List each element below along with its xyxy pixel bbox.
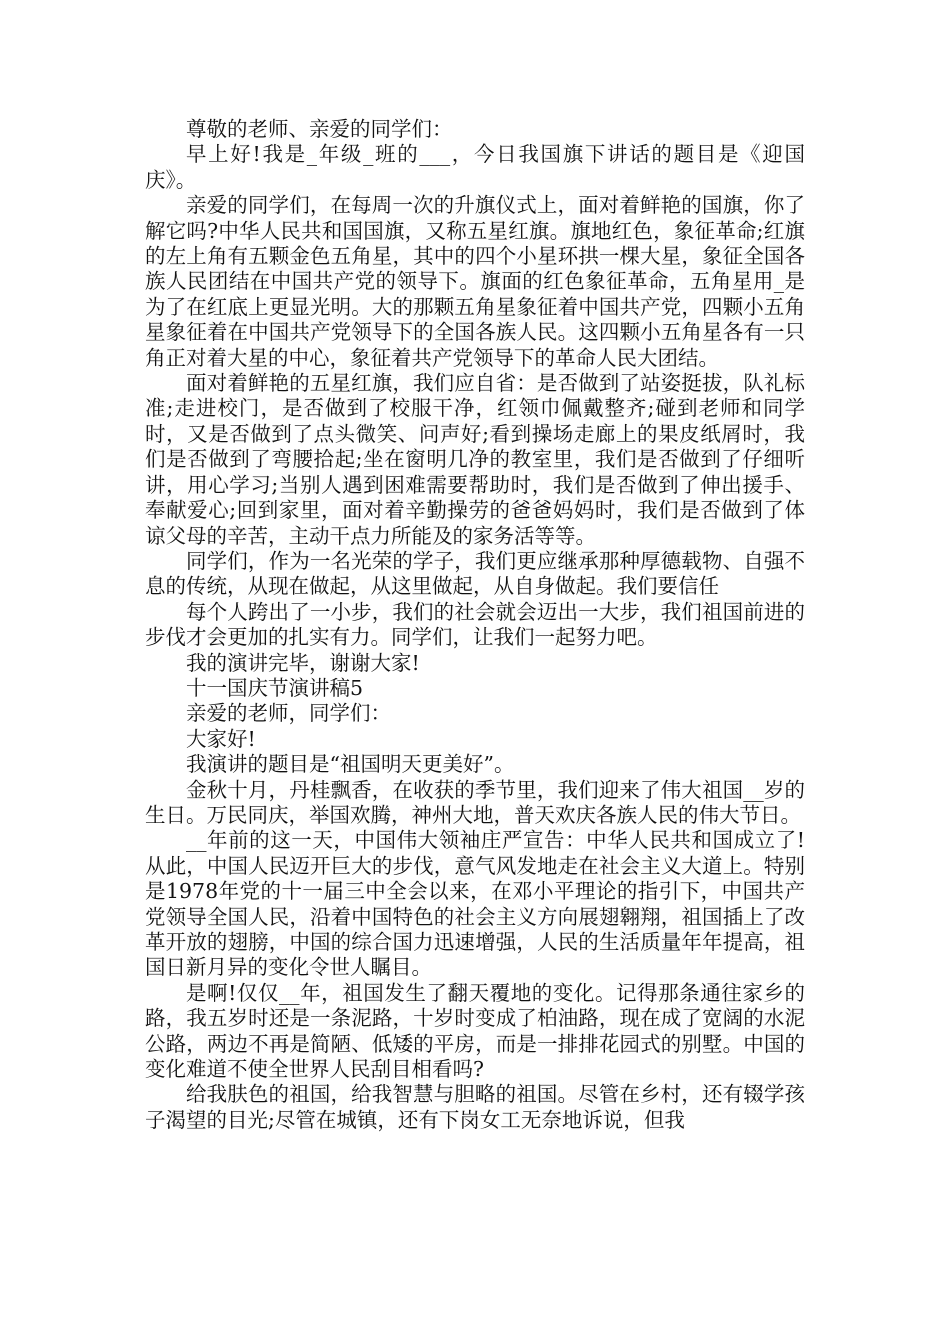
greeting-paragraph: 尊敬的老师、亲爱的同学们： xyxy=(186,117,453,141)
intro-paragraph: 早上好!我是_年级_班的___，今日我国旗下讲话的题目是《迎国庆》。 xyxy=(145,142,805,192)
hello-paragraph: 大家好! xyxy=(186,726,256,751)
inheritance-paragraph: 同学们，作为一名光荣的学子，我们更应继承那种厚德载物、自强不息的传统，从现在做起，从这里做起，从自身做起。我们要信任 xyxy=(145,548,805,599)
topic-paragraph: 我演讲的题目是“祖国明天更美好”。 xyxy=(186,752,515,777)
greeting-paragraph-2: 亲爱的老师，同学们： xyxy=(186,701,391,726)
closing-paragraph: 我的演讲完毕，谢谢大家! xyxy=(186,650,420,675)
founding-paragraph: __年前的这一天，中国伟大领袖庄严宣告：中华人民共和国成立了!从此，中国人民迈开巨大的步伐，意气风发地走在社会主义大道上。特别是1978年党的十一届三中全会以来，在邓小平理论的指引下，中国共产党领导全国人民，沿着中国特色的社会主义方向展翅翱翔，祖国插上了改革开放的翅膀，中国的综合国力迅速增强，人民的生活质量年年提高，祖国日新月异的变化令世人瞩目。 xyxy=(145,828,805,980)
change-paragraph: 是啊!仅仅__年，祖国发生了翻天覆地的变化。记得那条通往家乡的路，我五岁时还是一条泥路，十岁时变成了柏油路，现在成了宽阔的水泥公路，两边不再是简陋、低矮的平房，而是一排排花园式的别墅。中国的变化难道不使全世界人民刮目相看吗? xyxy=(145,980,805,1082)
step-paragraph: 每个人跨出了一小步，我们的社会就会迈出一大步，我们祖国前进的步伐才会更加的扎实有力。同学们，让我们一起努力吧。 xyxy=(145,599,805,650)
section-title: 十一国庆节演讲稿5 xyxy=(186,675,364,700)
document-page xyxy=(145,117,805,1133)
self-reflection-paragraph: 面对着鲜艳的五星红旗，我们应自省：是否做到了站姿挺拔，队礼标准;走进校门，是否做到了校服干净，红领巾佩戴整齐;碰到老师和同学时，又是否做到了点头微笑、问声好;看到操场走廊上的果皮纸屑时，我们是否做到了弯腰拾起;坐在窗明几净的教室里，我们是否做到了仔细听讲，用心学习;当别人遇到困难需要帮助时，我们是否做到了伸出援手、奉献爱心;回到家里，面对着辛勤操劳的爸爸妈妈时，我们是否做到了体谅父母的辛苦，主动干点力所能及的家务活等等。 xyxy=(145,371,805,548)
flag-paragraph: 亲爱的同学们，在每周一次的升旗仪式上，面对着鲜艳的国旗，你了解它吗?中华人民共和国国旗，又称五星红旗。旗地红色，象征革命;红旗的左上角有五颗金色五角星，其中的四个小星环拱一棵大星，象征全国各族人民团结在中国共产党的领导下。旗面的红色象征革命，五角星用_是为了在红底上更显光明。大的那颗五角星象征着中国共产党，四颗小五角星象征着在中国共产党领导下的全国各族人民。这四颗小五角星各有一只角正对着大星的中心，象征着共产党领导下的革命人民大团结。 xyxy=(145,193,805,370)
motherland-paragraph: 给我肤色的祖国，给我智慧与胆略的祖国。尽管在乡村，还有辍学孩子渴望的目光;尽管在城镇，还有下岗女工无奈地诉说，但我 xyxy=(145,1082,805,1132)
autumn-paragraph: 金秋十月，丹桂飘香，在收获的季节里，我们迎来了伟大祖国__岁的生日。万民同庆，举国欢腾，神州大地，普天欢庆各族人民的伟大节日。 xyxy=(145,777,805,827)
